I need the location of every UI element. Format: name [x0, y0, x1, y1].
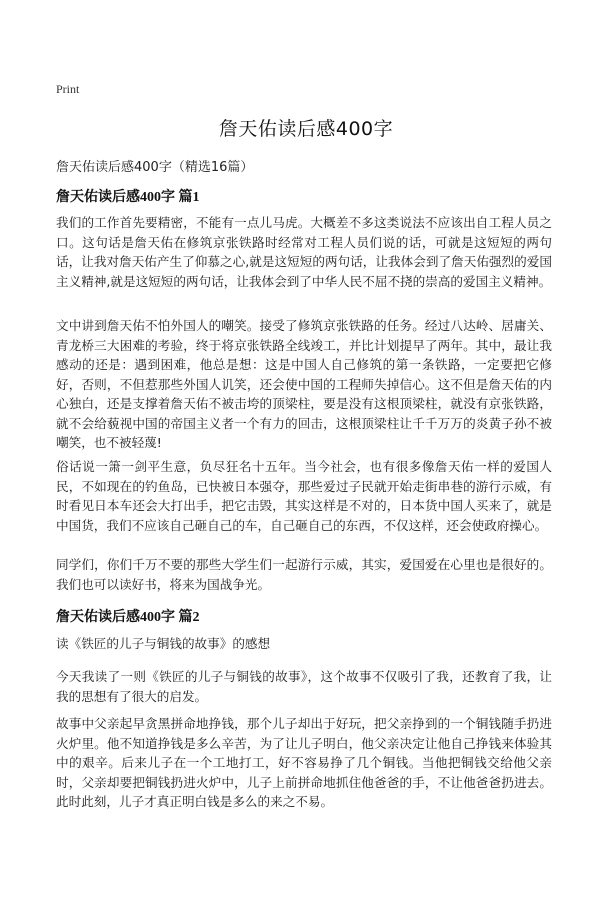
print-label[interactable]: Print: [56, 82, 80, 96]
paragraph: 文中讲到詹天佑不怕外国人的嘲笑。接受了修筑京张铁路的任务。经过八达岭、居庸关、青龙桥三大困难的考验，终于将京张铁路全线竣工，并比计划提早了两年。其中，最让我感动的还是：遇到困难，他总是想：这是中国人自己修筑的第一条铁路，一定要把它修好，否则，不但惹那些外国人讥笑，还会使中国的工程师失掉信心。这不但是詹天佑的内心独白，还是支撑着詹天佑不被击垮的顶梁柱，要是没有这根顶梁柱，就没有京张铁路，就不会给藐视中国的帝国主义者一个有力的回击，这根顶梁柱让千千万万的炎黄子孙不被嘲笑，也不被轻蔑!: [56, 318, 552, 450]
document-subtitle: 詹天佑读后感400字（精选16篇）: [56, 160, 254, 175]
paragraph: 读《铁匠的儿子与铜钱的故事》的感想: [56, 636, 271, 651]
section-heading-2: 詹天佑读后感400字 篇2: [56, 610, 200, 625]
paragraph: 同学们，你们千万不要的那些大学生们一起游行示威，其实，爱国爱在心里也是很好的。我们也可以读好书，将来为国战争光。: [56, 557, 552, 592]
paragraph: 今天我读了一则《铁匠的儿子与铜钱的故事》，这个故事不仅吸引了我，还教育了我，让我的思想有了很大的启发。: [56, 669, 552, 704]
document-title: 詹天佑读后感400字: [218, 118, 394, 140]
paragraph: 故事中父亲起早贪黑拼命地挣钱，那个儿子却出于好玩，把父亲挣到的一个铜钱随手扔进火炉里。他不知道挣钱是多么辛苦，为了让儿子明白，他父亲决定让他自己挣钱来体验其中的艰辛。后来儿子在一个工地打工，好不容易挣了几个铜钱。当他把铜钱交给他父亲时，父亲却要把铜钱扔进火炉中，儿子上前拼命地抓住他爸爸的手，不让他爸爸扔进去。此时此刻，儿子才真正明白钱是多么的来之不易。: [56, 716, 552, 809]
section-heading-1: 詹天佑读后感400字 篇1: [56, 190, 200, 205]
paragraph: 俗话说一箫一剑平生意，负尽狂名十五年。当今社会，也有很多像詹天佑一样的爱国人民，不如现在的钓鱼岛，已快被日本强夺，那些爱过子民就开始走街串巷的游行示威，有时看见日本车还会大打出手，把它击毁，其实这样是不对的，日本货中国人买来了，就是中国货，我们不应该自己砸自己的车，自己砸自己的东西，不仅这样，还会使政府操心。: [56, 459, 552, 533]
paragraph: 我们的工作首先要精密，不能有一点儿马虎。大概差不多这类说法不应该出自工程人员之口。这句话是詹天佑在修筑京张铁路时经常对工程人员们说的话，可就是这短短的两句话，让我对詹天佑产生了仰慕之心,就是这短短的两句话，让我体会到了詹天佑强烈的爱国主义精神,就是这短短的两句话，让我体会到了中华人民不屈不挠的崇高的爱国主义精神。: [56, 215, 552, 289]
